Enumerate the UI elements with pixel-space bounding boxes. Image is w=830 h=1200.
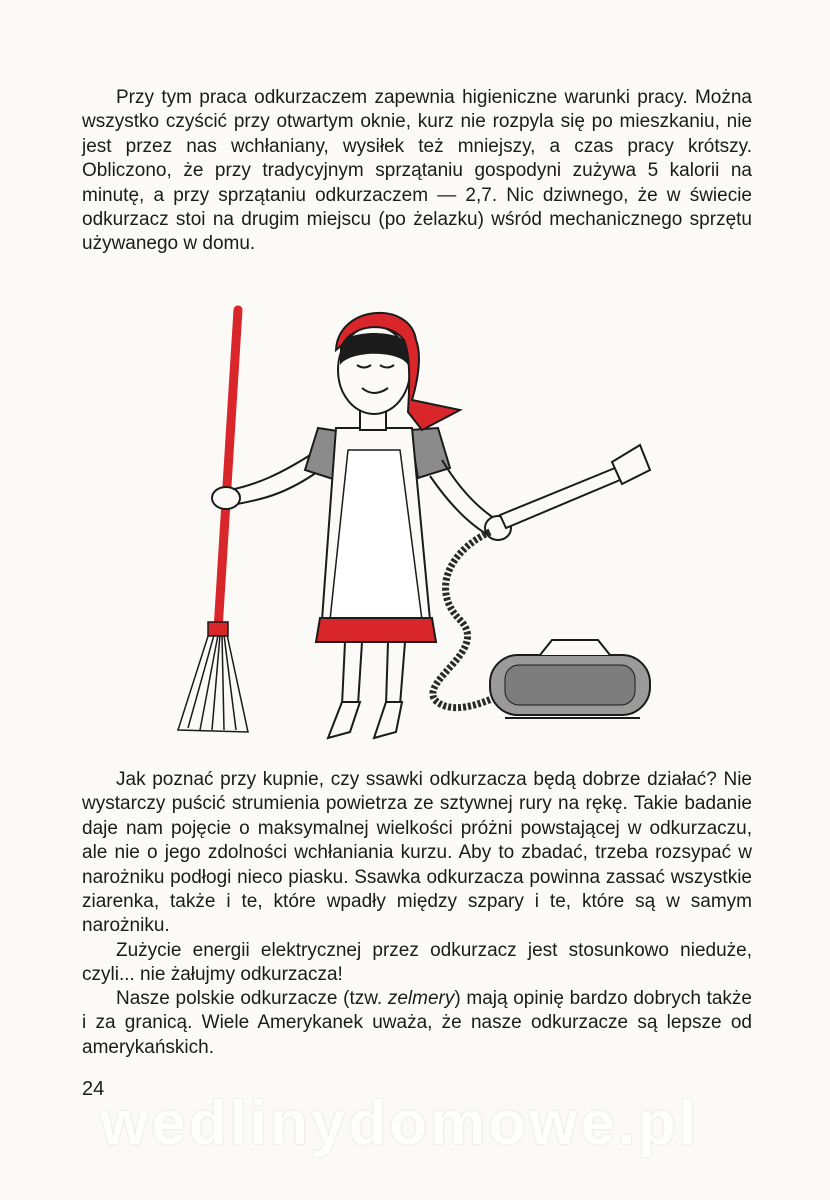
- paragraph-buying-test: Jak poznać przy kupnie, czy ssawki odkurzacza będą dobrze działać? Nie wystarczy puścić strumienia powietrza ze sztywnej rury na rękę. Takie badanie daje nam pojęcie o maksymalnej wielkości próżni powstającej w odkurzaczu, ale nie o jego zdolności wchłaniania kurzu. Aby to zbadać, trzeba rozsypać w narożniku podłogi nieco piasku. Ssawka odkurzacza powinna zassać wszystkie ziarenka, także i te, które wpadły między szpary i te, które są w samym narożniku.: [82, 769, 752, 937]
- p4-text-before: Nasze polskie odkurzacze (tzw.: [116, 988, 388, 1009]
- left-leg: [342, 642, 345, 705]
- left-shoe: [328, 702, 360, 738]
- dress-hem: [316, 618, 436, 642]
- watermark: wedlinydomowe.pl: [100, 1089, 700, 1158]
- vacuum-wand: [500, 468, 620, 528]
- broom-stick: [218, 310, 238, 630]
- housewife-illustration: [160, 300, 680, 760]
- vacuum-handle: [540, 640, 610, 655]
- p4-italic-term: zelmery: [387, 988, 455, 1009]
- right-arm: [442, 460, 500, 522]
- left-hand: [212, 487, 240, 509]
- right-leg: [386, 642, 388, 705]
- p4-text-after: ) mają opinię bardzo dobrych także i za granicą. Wiele Amerykanek uważa, że nasze odkurzacze są lepsze od amerykańskich.: [82, 988, 752, 1058]
- paragraph-hygiene: Przy tym praca odkurzaczem zapewnia higieniczne warunki pracy. Można wszystko czyścić przy otwartym oknie, kurz nie rozpyla się po mieszkaniu, nie jest przez nas wchłaniany, wysiłek też mniejszy, a czas pracy krótszy. Obliczono, że przy tradycyjnym sprzątaniu gospodyni zużywa 5 kalorii na minutę, a przy sprzątaniu odkurzaczem — 2,7. Nic dziwnego, że w świecie odkurzacz stoi na drugim miejscu (po żelazku) wśród mechanicznego sprzętu używanego w domu.: [82, 87, 752, 255]
- page-number: 24: [82, 1078, 105, 1100]
- paragraph-zelmery: [82, 987, 752, 1060]
- right-shoe: [374, 702, 402, 738]
- paragraph-energy: Zużycie energii elektrycznej przez odkurzacz jest stosunkowo nieduże, czyli... nie żałujmy odkurzacza!: [82, 940, 752, 986]
- broom-bristles: [178, 622, 248, 732]
